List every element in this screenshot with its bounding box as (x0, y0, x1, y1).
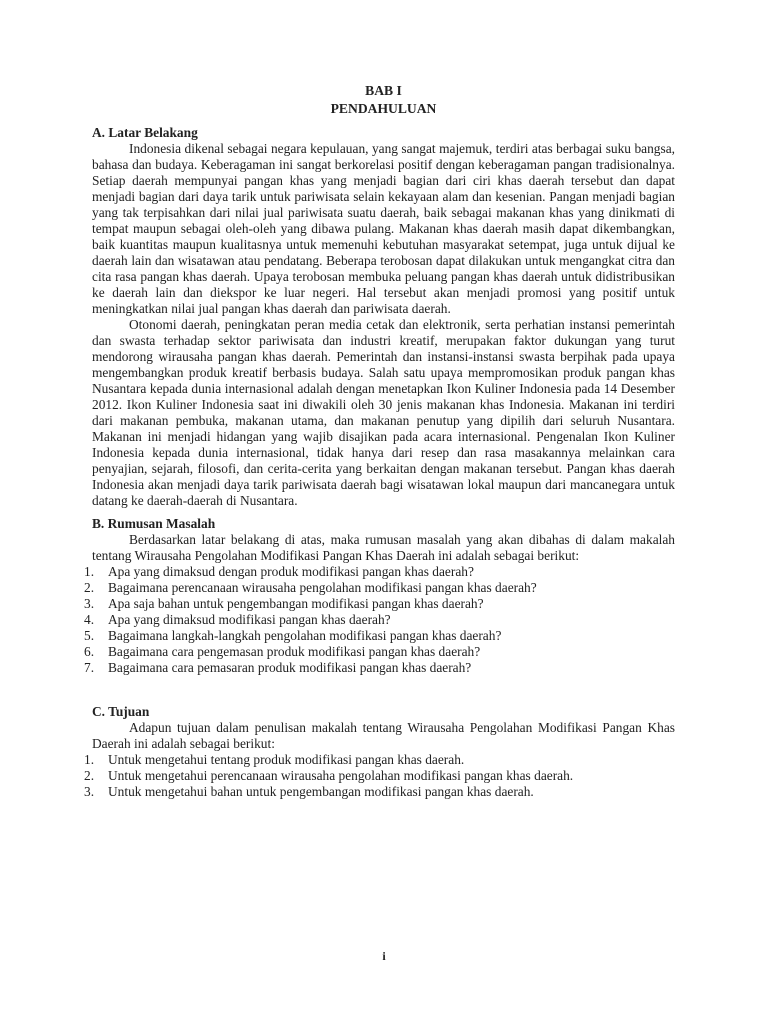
document-page (84, 82, 675, 800)
list-text: Bagaimana perencanaan wirausaha pengolahan modifikasi pangan khas daerah? (108, 580, 537, 595)
list-text: Bagaimana cara pemasaran produk modifikasi pangan khas daerah? (108, 660, 472, 675)
list-item (84, 564, 675, 580)
section-b-list (84, 564, 675, 676)
section-c-intro: Adapun tujuan dalam penulisan makalah tentang Wirausaha Pengolahan Modifikasi Pangan Khas Daerah ini adalah sebagai berikut: (92, 720, 675, 751)
list-number: 3. (84, 596, 95, 611)
list-item (84, 628, 675, 644)
section-b-heading: B. Rumusan Masalah (92, 516, 216, 531)
list-item (84, 752, 675, 768)
list-text: Untuk mengetahui tentang produk modifikasi pangan khas daerah. (108, 752, 465, 767)
list-item (84, 580, 675, 596)
page-number: i (382, 949, 386, 963)
list-item (84, 644, 675, 660)
section-b (84, 516, 675, 676)
list-text: Bagaimana cara pengemasan produk modifikasi pangan khas daerah? (108, 644, 481, 659)
list-number: 1. (84, 752, 95, 767)
list-number: 2. (84, 580, 95, 595)
section-c (84, 704, 675, 800)
list-number: 4. (84, 612, 95, 627)
list-item (84, 768, 675, 784)
chapter-title: PENDAHULUAN (330, 101, 437, 116)
list-text: Apa yang dimaksud modifikasi pangan khas daerah? (108, 612, 391, 627)
list-item (84, 596, 675, 612)
list-item (84, 612, 675, 628)
list-text: Bagaimana langkah-langkah pengolahan modifikasi pangan khas daerah? (108, 628, 502, 643)
list-item (84, 784, 675, 800)
section-a-paragraph-2: Otonomi daerah, peningkatan peran media cetak dan elektronik, serta perhatian instansi pemerintah dan swasta terhadap sektor pariwisata dan industri kreatif, merupakan faktor dukungan yang turut mendorong wirausaha pangan khas daerah. Pemerintah dan instansi-instansi swasta berpihak pada upaya mengembangkan produk kreatif berbasis budaya. Salah satu upaya mempromosikan produk pangan khas Nusantara kepada dunia internasional adalah dengan menetapkan Ikon Kuliner Indonesia pada 14 Desember 2012. Ikon Kuliner Indonesia saat ini diwakili oleh 30 jenis makanan khas Indonesia. Makanan ini terdiri dari makanan pembuka, makanan utama, dan makanan penutup yang dipilih dari seluruh Nusantara. Makanan ini menjadi hidangan yang wajib disajikan pada acara internasional. Pengenalan Ikon Kuliner Indonesia kepada dunia internasional, tidak hanya dari resep dan rasa masakannya melainkan cara penyajian, sejarah, filosofi, dan cerita-cerita yang berkaitan dengan makanan tersebut. Pangan khas daerah Indonesia akan menjadi daya tarik pariwisata daerah bagi wisatawan lokal maupun dari mancanegara untuk datang ke daerah-daerah di Nusantara. (92, 317, 675, 508)
list-number: 2. (84, 768, 95, 783)
list-number: 7. (84, 660, 95, 675)
section-c-list (84, 752, 675, 800)
list-number: 5. (84, 628, 95, 643)
section-a-paragraph-1: Indonesia dikenal sebagai negara kepulauan, yang sangat majemuk, terdiri atas berbagai suku bangsa, bahasa dan budaya. Keberagaman ini sangat berkorelasi positif dengan keberagaman pangan tradisionalnya. Setiap daerah mempunyai pangan khas yang menjadi bagian dari ciri khas daerah tersebut dan dapat menjadi bagian dari daya tarik untuk pariwisata selain kekayaan alam dan kesenian. Pangan menjadi bagian yang tak terpisahkan dari nilai jual pariwisata suatu daerah, baik sebagai makanan khas yang dinikmati di tempat maupun sebagai oleh-oleh yang dibawa pulang. Makanan khas daerah masih dapat dikembangkan, baik kuantitas maupun kualitasnya untuk memenuhi kebutuhan masyarakat setempat, juga untuk dijual ke daerah lain dan wisatawan atau pendatang. Beberapa terobosan dapat dilakukan untuk mengangkat citra dan cita rasa pangan khas daerah. Upaya terobosan membuka peluang pangan khas daerah untuk didistribusikan ke daerah lain dan diekspor ke luar negeri. Hal tersebut akan menjadi promosi yang positif untuk meningkatkan nilai jual pangan khas daerah dan pariwisata daerah. (92, 141, 675, 316)
list-number: 3. (84, 784, 95, 799)
section-b-intro: Berdasarkan latar belakang di atas, maka rumusan masalah yang akan dibahas di dalam makalah tentang Wirausaha Pengolahan Modifikasi Pangan Khas Daerah ini adalah sebagai berikut: (92, 532, 675, 563)
list-text: Untuk mengetahui perencanaan wirausaha pengolahan modifikasi pangan khas daerah. (108, 768, 574, 783)
list-number: 6. (84, 644, 95, 659)
chapter-number: BAB I (365, 83, 402, 98)
section-a-heading: A. Latar Belakang (92, 125, 198, 140)
list-text: Apa saja bahan untuk pengembangan modifikasi pangan khas daerah? (108, 596, 484, 611)
list-item (84, 660, 675, 676)
list-number: 1. (84, 564, 95, 579)
section-c-heading: C. Tujuan (92, 704, 150, 719)
list-text: Untuk mengetahui bahan untuk pengembangan modifikasi pangan khas daerah. (108, 784, 534, 799)
section-a (92, 125, 675, 509)
list-text: Apa yang dimaksud dengan produk modifikasi pangan khas daerah? (108, 564, 474, 579)
